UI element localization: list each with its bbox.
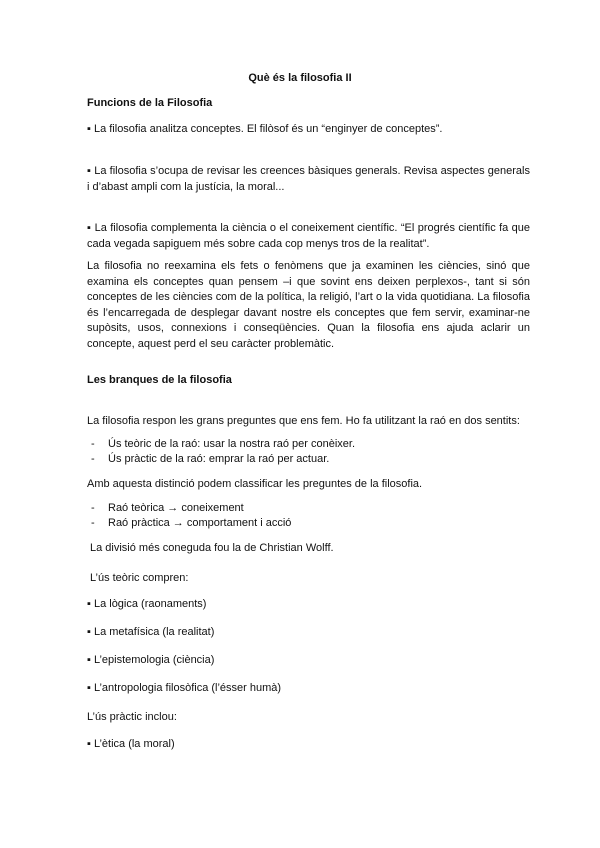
bullet-complement-science: ▪ La filosofia complementa la ciència o el coneixement científic. “El progrés científic fa que cada vegada sapiguem més sobre cada cop menys tros de la realitat”.: [87, 222, 530, 250]
list-item-anthropology: ▪ L’antropologia filosòfica (l’ésser humà): [87, 682, 282, 694]
list-item-metaphysics: ▪ La metafísica (la realitat): [87, 626, 215, 638]
list-dash: -: [91, 438, 95, 450]
paragraph-philosophy-concepts: La filosofia no reexamina els fets o fenòmens que ja examinen les ciències, sinó que examina els conceptes quan pensem –i que sovint ens deixen perplexos-, tant si són conceptes de les ciències com de la política, la religió, l’art o la vida quotidiana. La filosofia és l’encarregada de desplegar davant nostre els conceptes que fem servir, examinar-ne supòsits, usos, connexions i conseqüències. Quan la filosofia ens ajuda aclarir un concepte, aquest perd el seu caràcter problemàtic.: [87, 260, 530, 350]
list-item-logic: ▪ La lògica (raonaments): [87, 598, 207, 610]
list-item-epistemology: ▪ L’epistemologia (ciència): [87, 654, 215, 666]
list-item-ethics: ▪ L’ètica (la moral): [87, 738, 175, 750]
list-item-practical-reason: Raó pràctica → comportament i acció: [108, 517, 292, 529]
paragraph-classify: Amb aquesta distinció podem classificar les preguntes de la filosofia.: [87, 478, 423, 490]
bullet-analyze-concepts: ▪ La filosofia analitza conceptes. El filòsof és un “enginyer de conceptes”.: [87, 123, 443, 135]
list-item-practical-use: Ús pràctic de la raó: emprar la raó per actuar.: [108, 453, 330, 465]
bullet-revise-beliefs: ▪ La filosofia s’ocupa de revisar les creences bàsiques generals. Revisa aspectes generals i d’abast ampli com la justícia, la moral...: [87, 165, 530, 193]
paragraph-wolff-division: La divisió més coneguda fou la de Christian Wolff.: [90, 542, 334, 554]
section-heading-functions: Funcions de la Filosofia: [87, 97, 213, 109]
subheading-practical: L’ús pràctic inclou:: [87, 711, 177, 723]
subheading-theoretical: L’ús teòric compren:: [90, 572, 189, 584]
list-item-theoretical-reason: Raó teòrica → coneixement: [108, 502, 244, 514]
paragraph-intro-reason: La filosofia respon les grans preguntes que ens fem. Ho fa utilitzant la raó en dos sentits:: [87, 415, 520, 427]
list-dash: -: [91, 453, 95, 465]
section-heading-branches: Les branques de la filosofia: [87, 374, 232, 386]
page-title: Què és la filosofia II: [248, 72, 352, 84]
list-item-theoretical-use: Ús teòric de la raó: usar la nostra raó per conèixer.: [108, 438, 356, 450]
list-dash: -: [91, 502, 95, 514]
list-dash: -: [91, 517, 95, 529]
